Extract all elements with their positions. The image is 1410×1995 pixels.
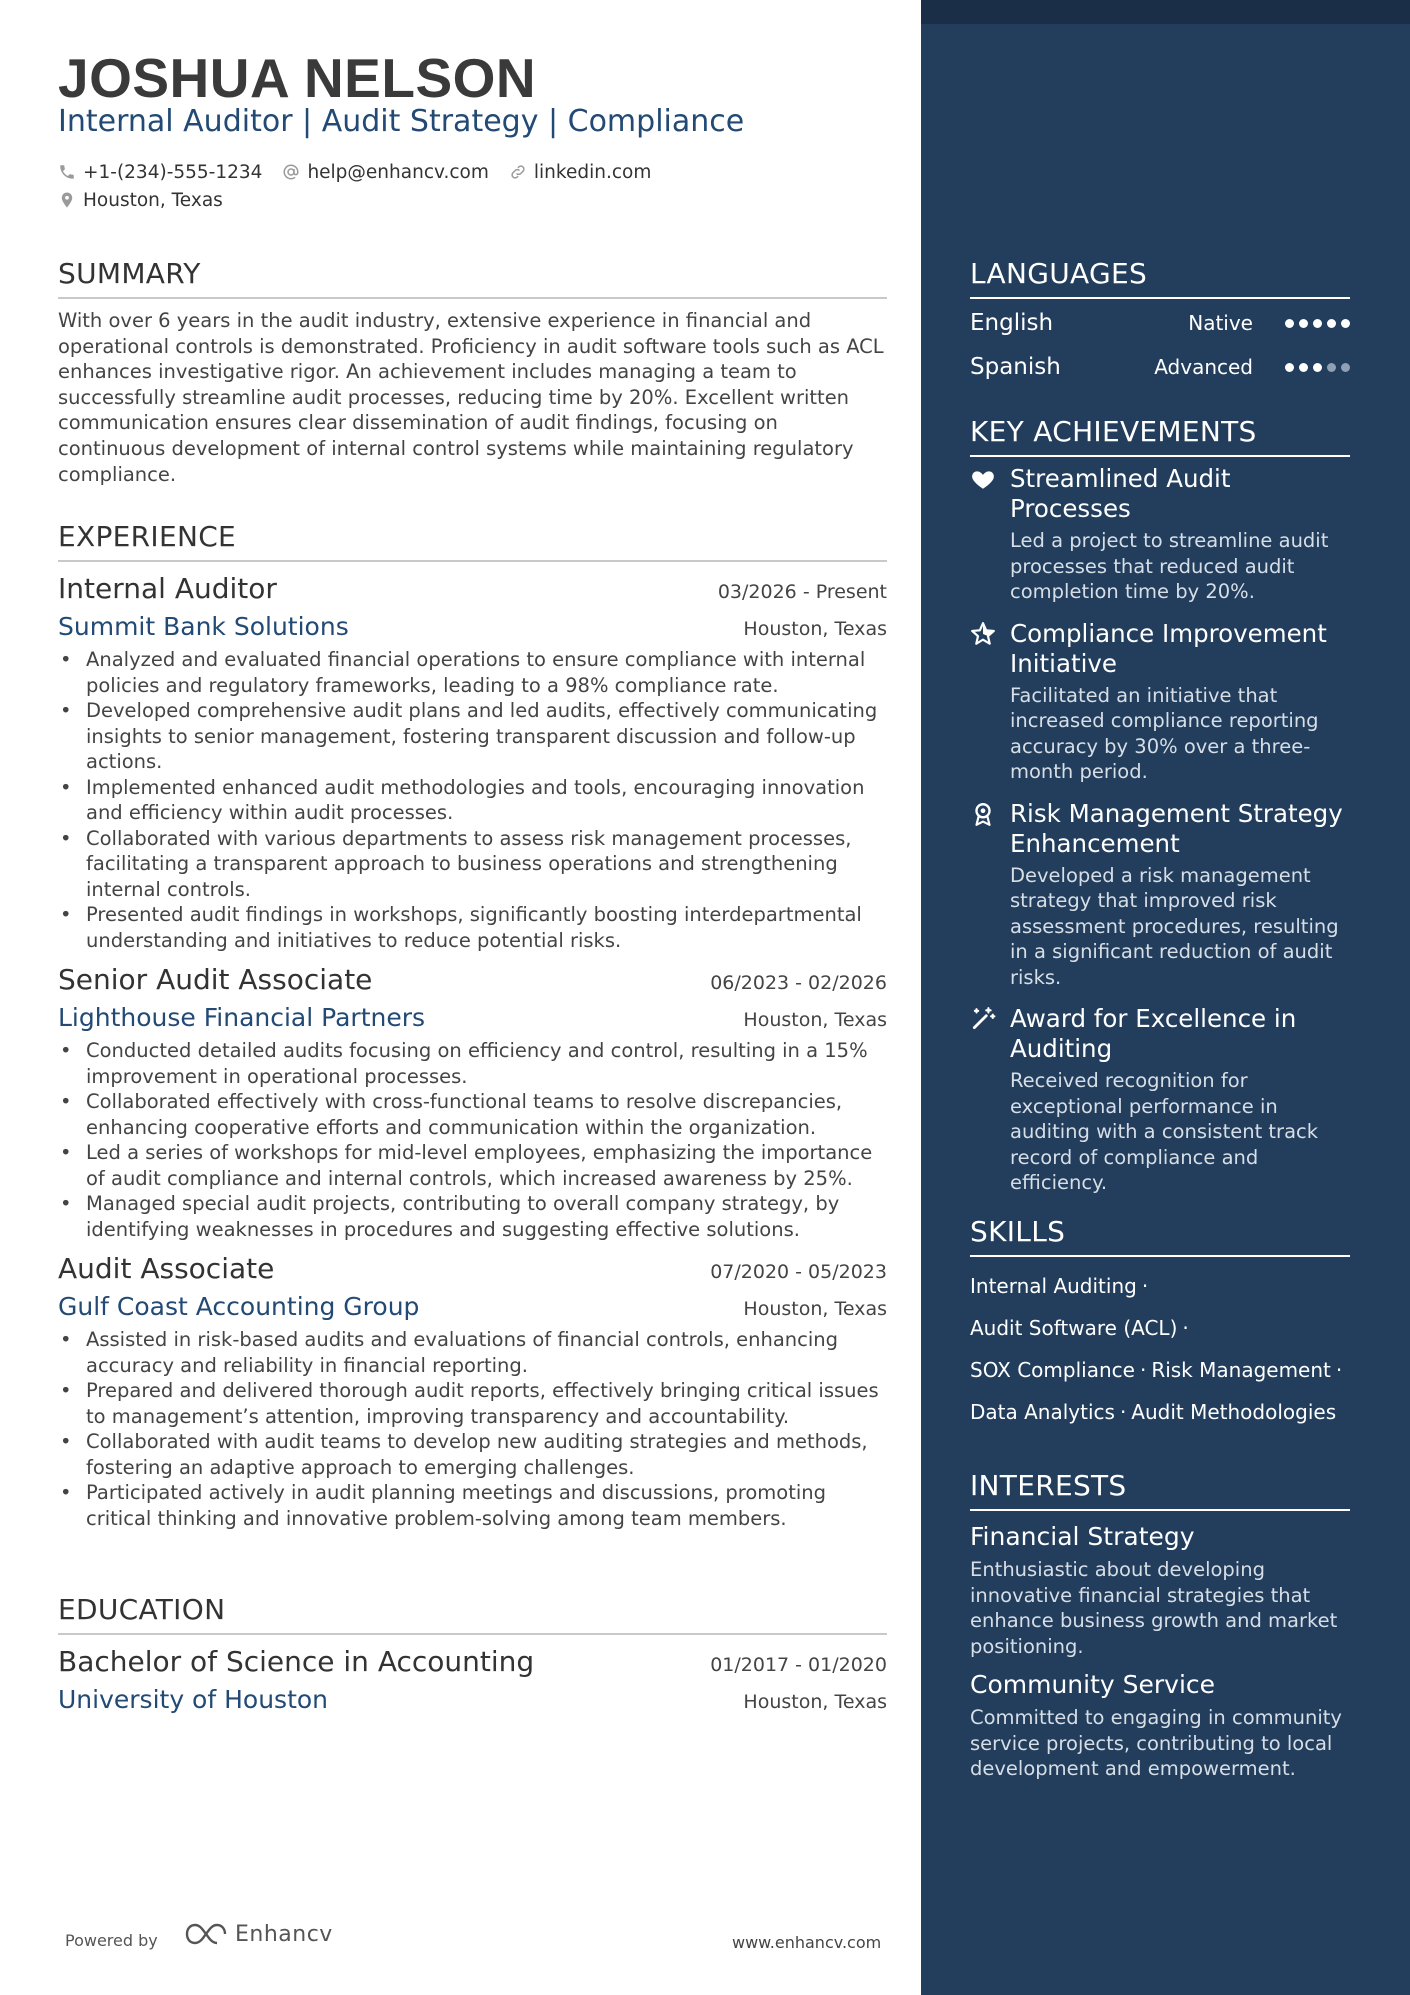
rating-dot — [1327, 363, 1336, 372]
rating-dot — [1285, 363, 1294, 372]
skill-separator: · — [1141, 1274, 1149, 1298]
skill-item: Risk Management — [1151, 1358, 1331, 1382]
powered-by-label: Powered by — [65, 1931, 158, 1950]
interests-title: INTERESTS — [970, 1469, 1350, 1511]
language-row — [970, 301, 1350, 345]
award-icon — [970, 801, 996, 827]
experience-section — [58, 520, 887, 1531]
contact-info — [58, 158, 671, 214]
job-bullets — [58, 647, 887, 953]
bullet-item: • Developed comprehensive audit plans and led audits, effectively communicating insights to senior management, fostering transparent discussion and follow-up actions. — [58, 698, 887, 775]
heart-icon — [970, 466, 996, 492]
rating-dot — [1327, 319, 1336, 328]
language-rating — [1285, 319, 1350, 328]
rating-dot — [1299, 319, 1308, 328]
achievement-title: Award for Excellence in Auditing — [1010, 1004, 1297, 1063]
magic-wand-icon — [970, 1006, 996, 1032]
achievement-item — [970, 464, 1350, 605]
achievement-desc: Received recognition for exceptional performance in auditing with a consistent track record of compliance and efficiency. — [1010, 1069, 1319, 1194]
linkedin-contact[interactable] — [509, 162, 651, 183]
rating-dot — [1299, 363, 1308, 372]
language-name: Spanish — [970, 354, 1061, 380]
phone-contact — [58, 162, 262, 183]
rating-dot — [1341, 363, 1350, 372]
interest-item — [970, 1521, 1350, 1659]
school-name: University of Houston — [58, 1685, 329, 1714]
job-location: Houston, Texas — [743, 1009, 887, 1031]
bullet-item: • Collaborated with various departments to assess risk management processes, facilitating a transparent approach to business operations and strengthening internal controls. — [58, 826, 887, 903]
bullet-item: • Collaborated with audit teams to develop new auditing strategies and methods, fostering an adaptive approach to emerging challenges. — [58, 1429, 887, 1480]
skill-item: Audit Methodologies — [1131, 1400, 1337, 1424]
achievement-title: Streamlined Audit Processes — [1010, 464, 1231, 523]
job-entry — [58, 572, 887, 953]
skill-separator: · — [1139, 1358, 1147, 1382]
job-location: Houston, Texas — [743, 618, 887, 640]
summary-title: SUMMARY — [58, 257, 887, 299]
interest-title: Community Service — [970, 1670, 1216, 1699]
languages-title: LANGUAGES — [970, 257, 1350, 299]
achievement-desc: Led a project to streamline audit processes that reduced audit completion time by 20%. — [1010, 529, 1329, 603]
achievements-title: KEY ACHIEVEMENTS — [970, 415, 1350, 457]
bullet-item: • Assisted in risk-based audits and evaluations of financial controls, enhancing accuracy and reliability in financial reporting. — [58, 1327, 887, 1378]
email-contact[interactable] — [282, 162, 488, 183]
phone-icon — [58, 163, 76, 181]
education-entry — [58, 1645, 887, 1714]
skill-item: Internal Auditing — [970, 1274, 1137, 1298]
job-entry — [58, 1252, 887, 1531]
job-location: Houston, Texas — [743, 1298, 887, 1320]
phone-text: +1-(234)-555-1234 — [83, 161, 263, 183]
rating-dot — [1313, 319, 1322, 328]
job-title: Internal Auditor — [58, 572, 277, 605]
job-company: Lighthouse Financial Partners — [58, 1003, 426, 1032]
experience-title: EXPERIENCE — [58, 520, 887, 562]
language-row — [970, 345, 1350, 389]
skill-item: Audit Software (ACL) — [970, 1316, 1178, 1340]
job-entry — [58, 963, 887, 1242]
sidebar — [921, 0, 1410, 1995]
achievement-desc: Facilitated an initiative that increased compliance reporting accuracy by 30% over a three-month period. — [1010, 683, 1319, 783]
languages-section — [970, 257, 1350, 389]
skills-title: SKILLS — [970, 1215, 1350, 1257]
enhancv-logo-text: Enhancv — [235, 1921, 333, 1947]
achievement-item — [970, 1004, 1350, 1196]
summary-section — [58, 257, 887, 487]
skill-item: Data Analytics — [970, 1400, 1115, 1424]
summary-text: With over 6 years in the audit industry, extensive experience in financial and operational controls is demonstrated. Proficiency in audit software tools such as ACL enhances investigative rigor. An achievement includes managing a team to successfully streamline audit processes, reducing time by 20%. Excellent written communication ensures clear dissemination of audit findings, focusing on continuous development of internal control systems while maintaining regulatory compliance. — [58, 309, 884, 486]
skill-separator: · — [1335, 1358, 1343, 1382]
candidate-name: JOSHUA NELSON — [58, 47, 537, 109]
location-text: Houston, Texas — [83, 189, 223, 211]
bullet-item: • Analyzed and evaluated financial operations to ensure compliance with internal policies and regulatory frameworks, leading to a 98% compliance rate. — [58, 647, 887, 698]
education-dates: 01/2017 - 01/2020 — [710, 1654, 887, 1676]
location-pin-icon — [58, 191, 76, 209]
degree-title: Bachelor of Science in Accounting — [58, 1645, 535, 1678]
job-bullets — [58, 1038, 887, 1242]
location-contact — [58, 190, 223, 211]
skills-list — [970, 1265, 1350, 1433]
achievement-item — [970, 619, 1350, 785]
footer-url[interactable]: www.enhancv.com — [732, 1933, 882, 1952]
job-company: Gulf Coast Accounting Group — [58, 1292, 420, 1321]
enhancv-logo[interactable] — [183, 1921, 333, 1947]
star-icon — [970, 621, 996, 647]
language-level: Advanced — [1154, 355, 1253, 379]
candidate-tagline: Internal Auditor | Audit Strategy | Compliance — [58, 104, 745, 139]
interest-desc: Enthusiastic about developing innovative financial strategies that enhance business growth and market positioning. — [970, 1558, 1338, 1658]
achievement-title: Risk Management Strategy Enhancement — [1010, 798, 1343, 858]
achievement-item — [970, 799, 1350, 991]
education-section — [58, 1593, 887, 1714]
rating-dot — [1341, 319, 1350, 328]
language-level: Native — [1188, 311, 1253, 335]
job-bullets — [58, 1327, 887, 1531]
skills-section — [970, 1215, 1350, 1433]
bullet-item: • Presented audit findings in workshops, significantly boosting interdepartmental understanding and initiatives to reduce potential risks. — [58, 902, 887, 953]
language-rating — [1285, 363, 1350, 372]
education-location: Houston, Texas — [743, 1691, 887, 1713]
skill-separator: · — [1182, 1316, 1189, 1340]
bullet-item: • Conducted detailed audits focusing on efficiency and control, resulting in a 15% improvement in operational processes. — [58, 1038, 887, 1089]
bullet-item: • Implemented enhanced audit methodologies and tools, encouraging innovation and efficiency within audit processes. — [58, 775, 887, 826]
email-text: help@enhancv.com — [307, 161, 489, 183]
rating-dot — [1285, 319, 1294, 328]
job-title: Audit Associate — [58, 1252, 275, 1285]
interest-desc: Committed to engaging in community service projects, contributing to local development and empowerment. — [970, 1706, 1342, 1780]
rating-dot — [1313, 363, 1322, 372]
skill-separator: · — [1119, 1400, 1127, 1424]
bullet-item: • Led a series of workshops for mid-level employees, emphasizing the importance of audit compliance and internal controls, which increased awareness by 25%. — [58, 1140, 887, 1191]
job-dates: 03/2026 - Present — [717, 581, 887, 603]
enhancv-logo-icon — [183, 1921, 229, 1947]
interests-section — [970, 1469, 1350, 1782]
interest-title: Financial Strategy — [970, 1522, 1195, 1551]
bullet-item: • Collaborated effectively with cross-functional teams to resolve discrepancies, enhancing cooperative efforts and communication within the organization. — [58, 1089, 887, 1140]
job-dates: 06/2023 - 02/2026 — [710, 972, 887, 994]
at-icon — [282, 163, 300, 181]
bullet-item: • Managed special audit projects, contributing to overall company strategy, by identifying weaknesses in procedures and suggesting effective solutions. — [58, 1191, 887, 1242]
achievement-title: Compliance Improvement Initiative — [1010, 618, 1327, 678]
education-title: EDUCATION — [58, 1593, 887, 1635]
interest-item — [970, 1669, 1350, 1782]
link-icon — [509, 163, 527, 181]
achievements-section — [970, 415, 1350, 1196]
job-dates: 07/2020 - 05/2023 — [710, 1261, 887, 1283]
bullet-item: • Participated actively in audit planning meetings and discussions, promoting critical thinking and innovative problem-solving among team members. — [58, 1480, 887, 1531]
job-company: Summit Bank Solutions — [58, 612, 349, 641]
bullet-item: • Prepared and delivered thorough audit reports, effectively bringing critical issues to management’s attention, improving transparency and accountability. — [58, 1378, 887, 1429]
achievement-desc: Developed a risk management strategy that improved risk assessment procedures, resulting in a significant reduction of audit risks. — [1010, 863, 1339, 989]
skill-item: SOX Compliance — [970, 1358, 1135, 1382]
job-title: Senior Audit Associate — [58, 963, 373, 996]
sidebar-top-bar — [921, 0, 1410, 24]
language-name: English — [970, 310, 1054, 336]
linkedin-text: linkedin.com — [533, 161, 652, 183]
